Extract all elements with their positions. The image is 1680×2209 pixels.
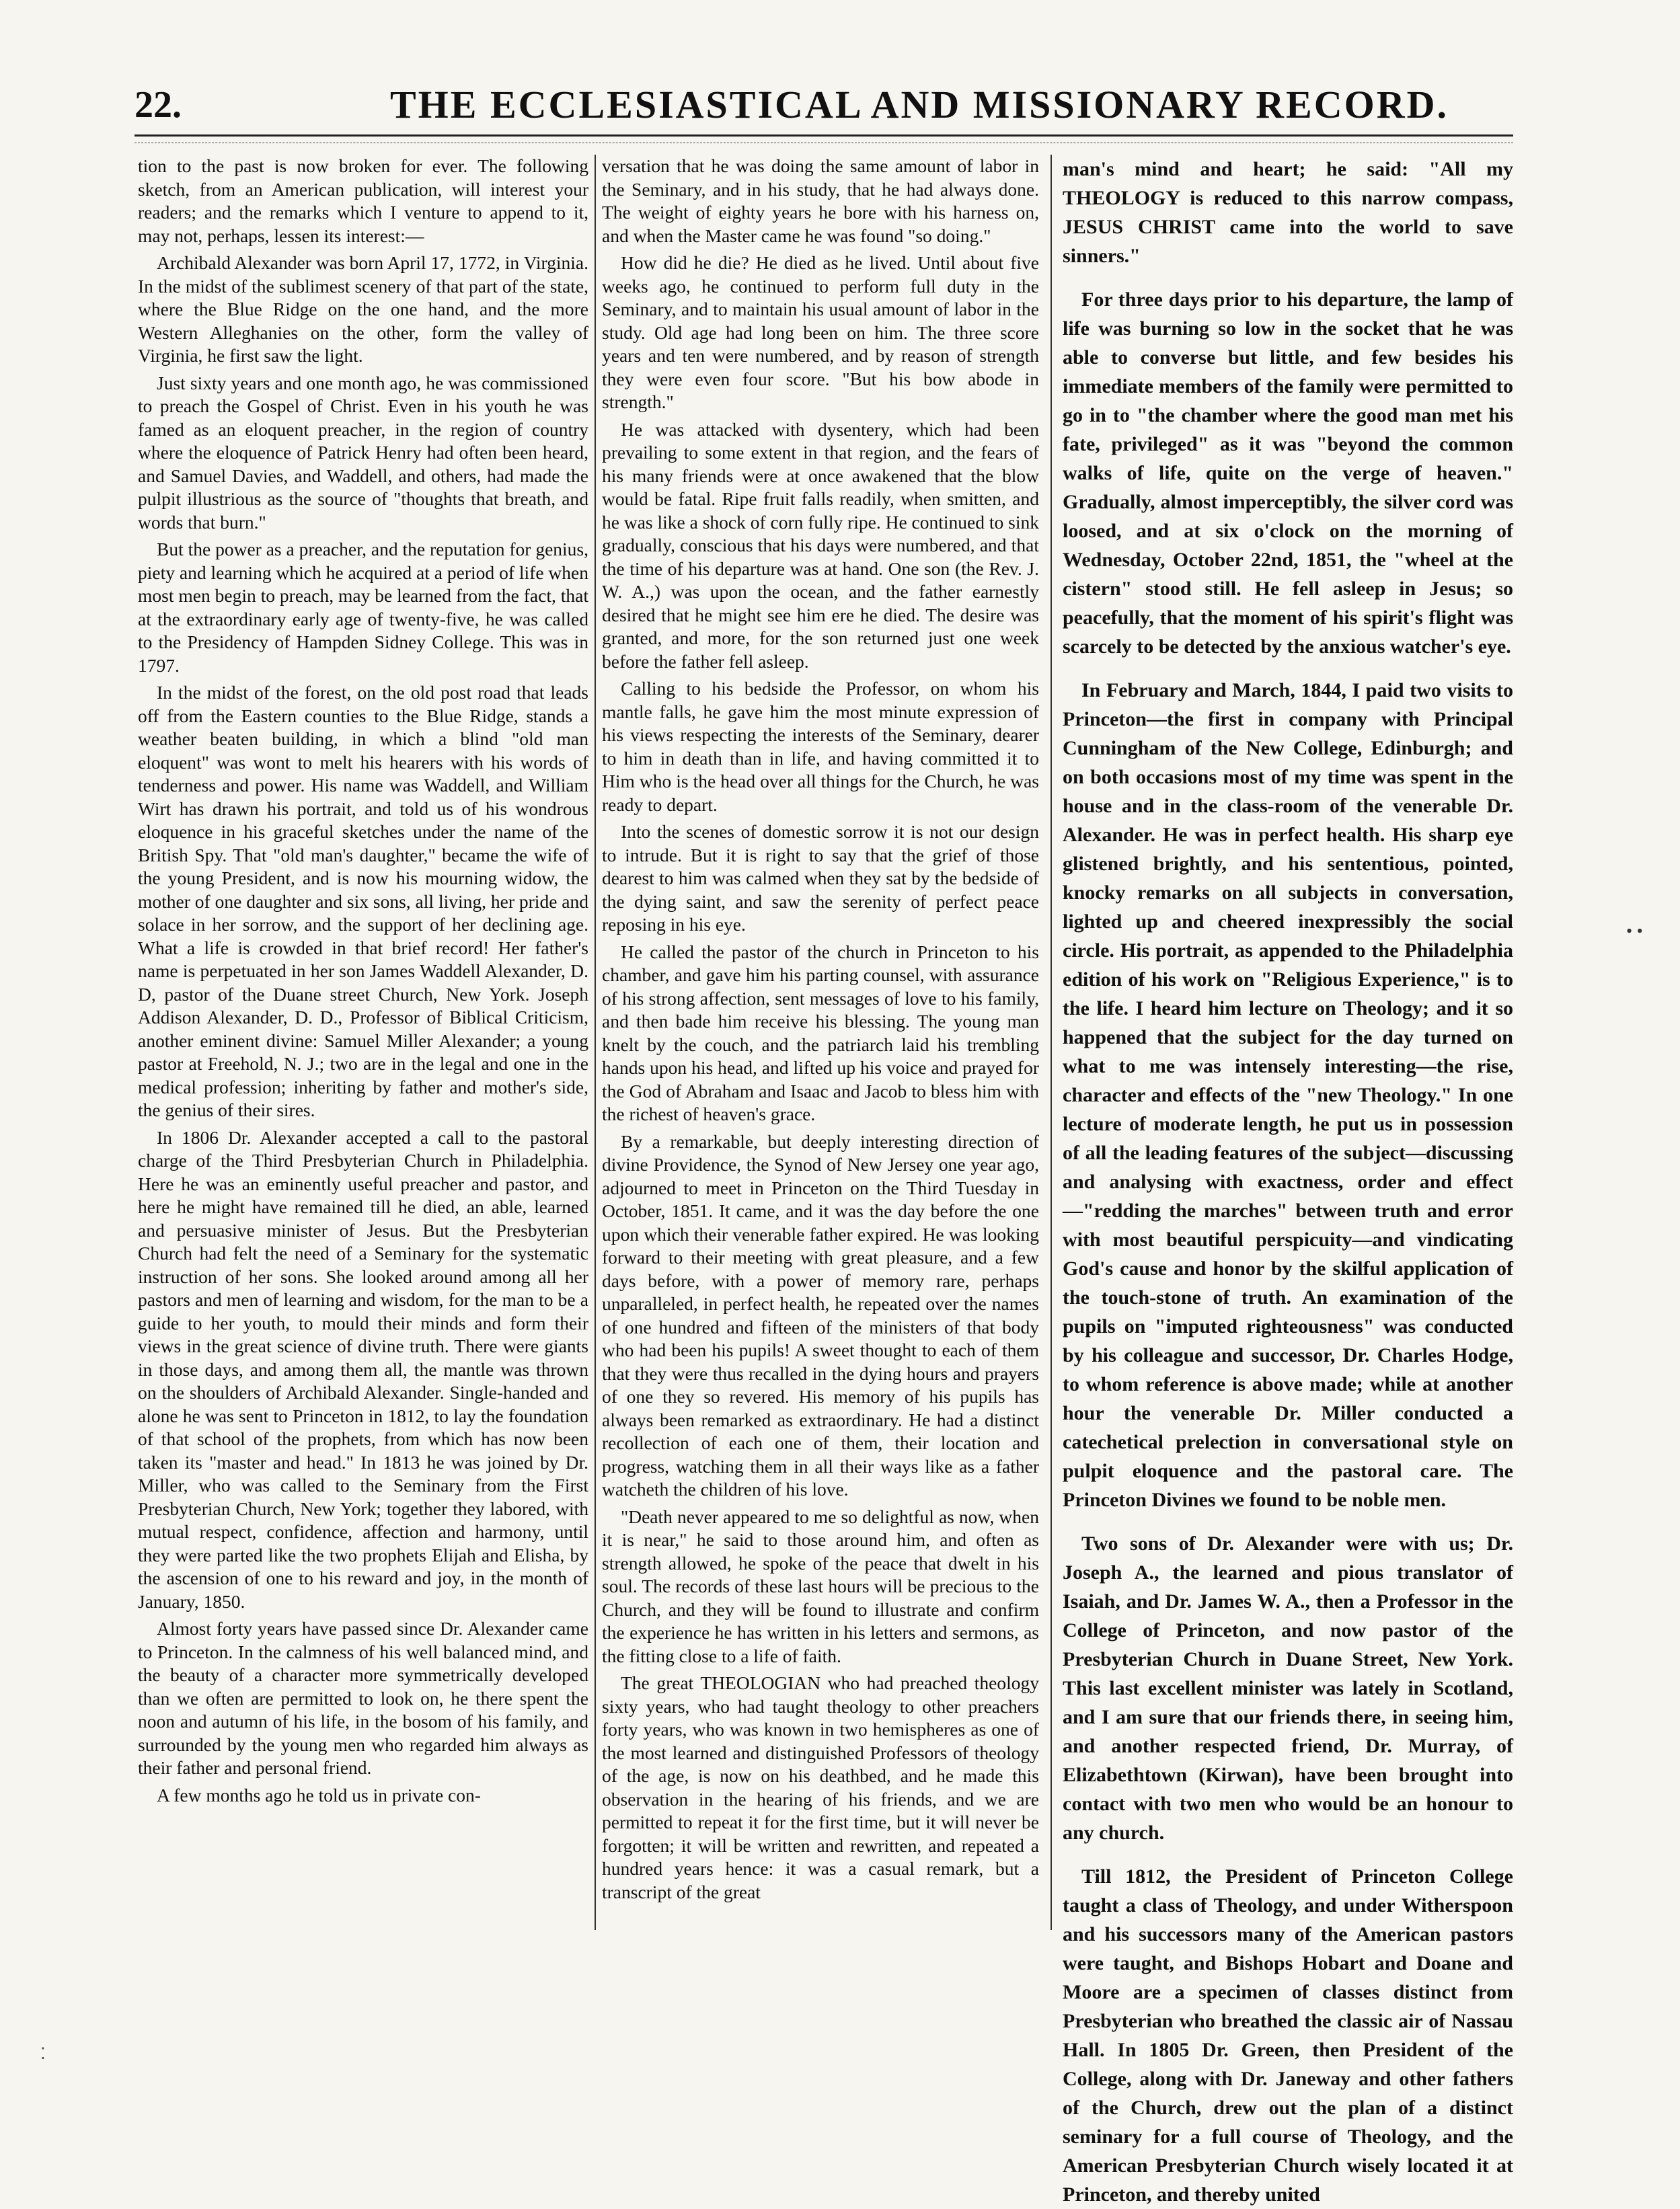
paragraph: By a remarkable, but deeply interesting direction of divine Providence, the Synod of New Jersey one year ago, adjourned to meet in Princeton on the Third Tuesday in October, 1851. It came, and it was the day before the one upon which their venerable father expired. He was looking forward to their meeting with great pleasure, and a few days before, with a power of memory rare, perhaps unparalleled, in perfect health, he repeated over the names of one hundred and fifteen of the ministers of that body who had been his pupils! A sweet thought to each of them that they were thus recalled in the dying hours and prayers of one they so revered. His memory of his pupils has always been remarked as extraordinary. He had a distinct recollection of each one of them, their location and progress, watching them in all their ways like as a father watcheth the children of his love. bbox=[602, 1130, 1039, 1500]
paragraph: "Death never appeared to me so delightful as now, when it is near," he said to those around him, and often as strength allowed, he spoke of the peace that dwelt in his soul. The records of these last hours will be precious to the Church, and they will be found to illustrate and confirm the experience he has written in his letters and sermons, as the fitting close to a life of faith. bbox=[602, 1506, 1039, 1666]
paragraph: In February and March, 1844, I paid two visits to Princeton—the first in company with Principal Cunningham of the New College, Edinburgh; and on both occasions most of my time was spent in the house and in the class-room of the venerable Dr. Alexander. He was in perfect health. His sharp eye glistened brightly, and his sententious, pointed, knocky remarks on all subjects in conversation, lighted up and cheered inexpressibly the social circle. His portrait, as appended to the Philadelphia edition of his work on "Religious Experience," is to the life. I heard him lecture on Theology; and it so happened that the subject for the day turned on what to me was intensely interesting—the rise, character and effects of the "new Theology." In one lecture of moderate length, he put us in possession of all the leading features of the subject—discussing and analysing with exactness, order and effect—"redding the marches" between truth and error with most beautiful perspicuity—and vindicating God's cause and honor by the skilful application of the touch-stone of truth. An examination of the pupils on "imputed righteousness" was conducted by his colleague and successor, Dr. Charles Hodge, to whom reference is above made; while at another hour the venerable Dr. Miller conducted a catechetical prelection in conversational style on pulpit eloquence and the pastoral care. The Princeton Divines we found to be noble men. bbox=[1063, 679, 1513, 1511]
paragraph: How did he die? He died as he lived. Until about five weeks ago, he continued to perform full duty in the Seminary, and to maintain his usual amount of labor in the study. Old age had long been on him. The three score years and ten were numbered, and by reason of strength they were even four score. "But his bow abode in strength." bbox=[602, 252, 1039, 412]
paragraph: But the power as a preacher, and the reputation for genius, piety and learning which he acquired at a period of life when most men begin to preach, may be learned from the fact, that at the extraordinary early age of twenty-five, he was called to the Presidency of Hampden Sidney College. This was in 1797. bbox=[138, 539, 588, 676]
paragraph: Into the scenes of domestic sorrow it is not our design to intrude. But it is right to say that the grief of those dearest to him was calmed when they sat by the bedside of the dying saint, and saw the serenity of perfect peace reposing in his eye. bbox=[602, 821, 1039, 935]
paragraph: In the midst of the forest, on the old post road that leads off from the Eastern counties to the Blue Ridge, stands a weather beaten building, in which a blind "old man eloquent" was wont to melt his hearers with his words of tenderness and power. His name was Waddell, and William Wirt has drawn his portrait, and told us of his wondrous eloquence in his graceful sketches under the name of the British Spy. That "old man's daughter," became the wife of the young President, and is now his mourning widow, the mother of one daughter and six sons, all living, her pride and solace in her sorrow, and the support of her declining age. What a life is crowded in that brief record! Her father's name is perpetuated in her son James Waddell Alexander, D. D, pastor of the Duane street Church, New York. Joseph Addison Alexander, D. D., Professor of Biblical Criticism, another eminent divine: Samuel Miller Alexander; a young pastor at Freehold, N. J.; two are in the legal and one in the medical profession; inheriting by father and mother's side, the genius of their sires. bbox=[138, 682, 588, 1120]
paragraph: He called the pastor of the church in Princeton to his chamber, and gave him his parting counsel, with assurance of his strong affection, sent messages of love to his family, and then bade him receive his blessing. The young man knelt by the couch, and the patriarch laid his trembling hands upon his head, and lifted up his voice and prayed for the God of Abraham and Isaac and Jacob to bless him with the richest of heaven's grace. bbox=[602, 941, 1039, 1124]
page-header bbox=[128, 79, 1513, 133]
paragraph: In 1806 Dr. Alexander accepted a call to the pastoral charge of the Third Presbyterian Church in Philadelphia. Here he was an eminently useful preacher and pastor, and here he might have remained till he died, an able, learned and persuasive minister of Jesus. But the Presbyterian Church had felt the need of a Seminary for the systematic instruction of her sons. She looked around among all her pastors and men of learning and wisdom, for the man to be a guide to her youth, to mould their minds and form their views in the great science of divine truth. There were giants in those days, and among them all, the mantle was thrown on the shoulders of Archibald Alexander. Single-handed and alone he was sent to Princeton in 1812, to lay the foundation of that school of the prophets, from which has now been taken its "master and head." In 1813 he was joined by Dr. Miller, who was called to the Seminary from the First Presbyterian Church, New York; together they labored, with mutual respect, confidence, affection and harmony, until they were parted like the two prophets Elijah and Elisha, by the ascension of one to his reward and joy, in the month of January, 1850. bbox=[138, 1126, 588, 1612]
paragraph: Calling to his bedside the Professor, on whom his mantle falls, he gave him the most minute expression of his views respecting the interests of the Seminary, dearer to him in death than in life, and having committed it to Him who is the head over all things for the Church, he was ready to depart. bbox=[602, 678, 1039, 815]
paragraph: For three days prior to his departure, the lamp of life was burning so low in the socket that he was able to converse but little, and few besides his immediate members of the family were permitted to go in to "the chamber where the good man met his fate, privileged" as it was "beyond the common walks of life, quite on the verge of heaven." Gradually, almost imperceptibly, the silver cord was loosed, and at six o'clock on the morning of Wednesday, October 22nd, 1851, the "wheel at the cistern" stood still. He fell asleep in Jesus; so peacefully, that the moment of his spirit's flight was scarcely to be detected by the anxious watcher's eye. bbox=[1063, 288, 1513, 658]
paragraph: Almost forty years have passed since Dr. Alexander came to Princeton. In the calmness of his well balanced mind, and the beauty of a character more symmetrically developed than we often are permitted to look on, he there spent the noon and autumn of his life, in the bosom of his family, and surrounded by the young men who regarded him always as their father and personal friend. bbox=[138, 1618, 588, 1778]
paragraph: man's mind and heart; he said: "All my THEOLOGY is reduced to this narrow compass, JESUS CHRIST came into the world to save sinners." bbox=[1063, 158, 1513, 267]
corner-smudge: ⁚ bbox=[40, 2046, 46, 2063]
column-3 bbox=[1063, 155, 1513, 2206]
running-title: THE ECCLESIASTICAL AND MISSIONARY RECORD. bbox=[390, 83, 1449, 126]
column-2 bbox=[602, 155, 1039, 1930]
column-1 bbox=[138, 155, 588, 1930]
paragraph: Just sixty years and one month ago, he was commissioned to preach the Gospel of Christ. Even in his youth he was famed as an eloquent preacher, in the region of country where the eloquence of Patrick Henry had often been heard, and Samuel Davies, and Waddell, and others, had made the pulpit illustrious as the source of "thoughts that breath, and words that burn." bbox=[138, 372, 588, 533]
paragraph: Two sons of Dr. Alexander were with us; Dr. Joseph A., the learned and pious translator of Isaiah, and Dr. James W. A., then a Professor in the College of Princeton, and now pastor of the Presbyterian Church in Duane Street, New York. This last excellent minister was lately in Scotland, and I am sure that our friends there, in seeing him, and another respected friend, Dr. Murray, of Elizabethtown (Kirwan), have been brought into contact with two men who would be an honour to any church. bbox=[1063, 1533, 1513, 1844]
page-number: 22. bbox=[135, 84, 182, 126]
paragraph: The great THEOLOGIAN who had preached theology sixty years, who had taught theology to other preachers forty years, who was known in two hemispheres as one of the most learned and distinguished Professors of theology of the age, is now on his deathbed, and he made this observation in the hearing of his friends, and we are permitted to repeat it for the first time, but it will never be forgotten; it will be written and rewritten, and repeated a hundred years hence: it was a casual remark, but a transcript of the great bbox=[602, 1672, 1039, 1902]
paragraph: versation that he was doing the same amount of labor in the Seminary, and in his study, that he had always done. The weight of eighty years he bore with his harness on, and when the Master came he was found "so doing." bbox=[602, 155, 1039, 246]
paragraph: tion to the past is now broken for ever. The following sketch, from an American publication, will interest your readers; and the remarks which I venture to append to it, may not, perhaps, lessen its interest:— bbox=[138, 155, 588, 246]
paragraph: Till 1812, the President of Princeton College taught a class of Theology, and under Witherspoon and his successors many of the American pastors were taught, and Bishops Hobart and Doane and Moore are a specimen of classes distinct from Presbyterian who breathed the classic air of Nassau Hall. In 1805 Dr. Green, then President of the College, along with Dr. Janeway and other fathers of the Church, drew out the plan of a distinct seminary for a full course of Theology, and the American Presbyterian Church wisely located it at Princeton, and thereby united bbox=[1063, 1865, 1513, 2206]
column-divider bbox=[1051, 155, 1052, 1930]
margin-speck: • • bbox=[1626, 921, 1643, 941]
paragraph: A few months ago he told us in private con- bbox=[157, 1784, 481, 1806]
column-divider bbox=[595, 155, 596, 1930]
header-rule bbox=[135, 134, 1513, 137]
paragraph: Archibald Alexander was born April 17, 1772, in Virginia. In the midst of the sublimest scenery of that part of the state, where the Blue Ridge on the one hand, and the more Western Alleghanies on the other, form the valley of Virginia, he first saw the light. bbox=[138, 252, 588, 366]
paragraph: He was attacked with dysentery, which had been prevailing to some extent in that region, and the fears of his many friends were at once awakened that the blow would be fatal. Ripe fruit falls readily, when smitten, and he was like a shock of corn fully ripe. He continued to sink gradually, conscious that his days were numbered, and that the time of his departure was at hand. One son (the Rev. J. W. A.,) was upon the ocean, and the father earnestly desired that he might see him ere he died. The desire was granted, and more, for the son returned just one week before the father fell asleep. bbox=[602, 418, 1039, 672]
